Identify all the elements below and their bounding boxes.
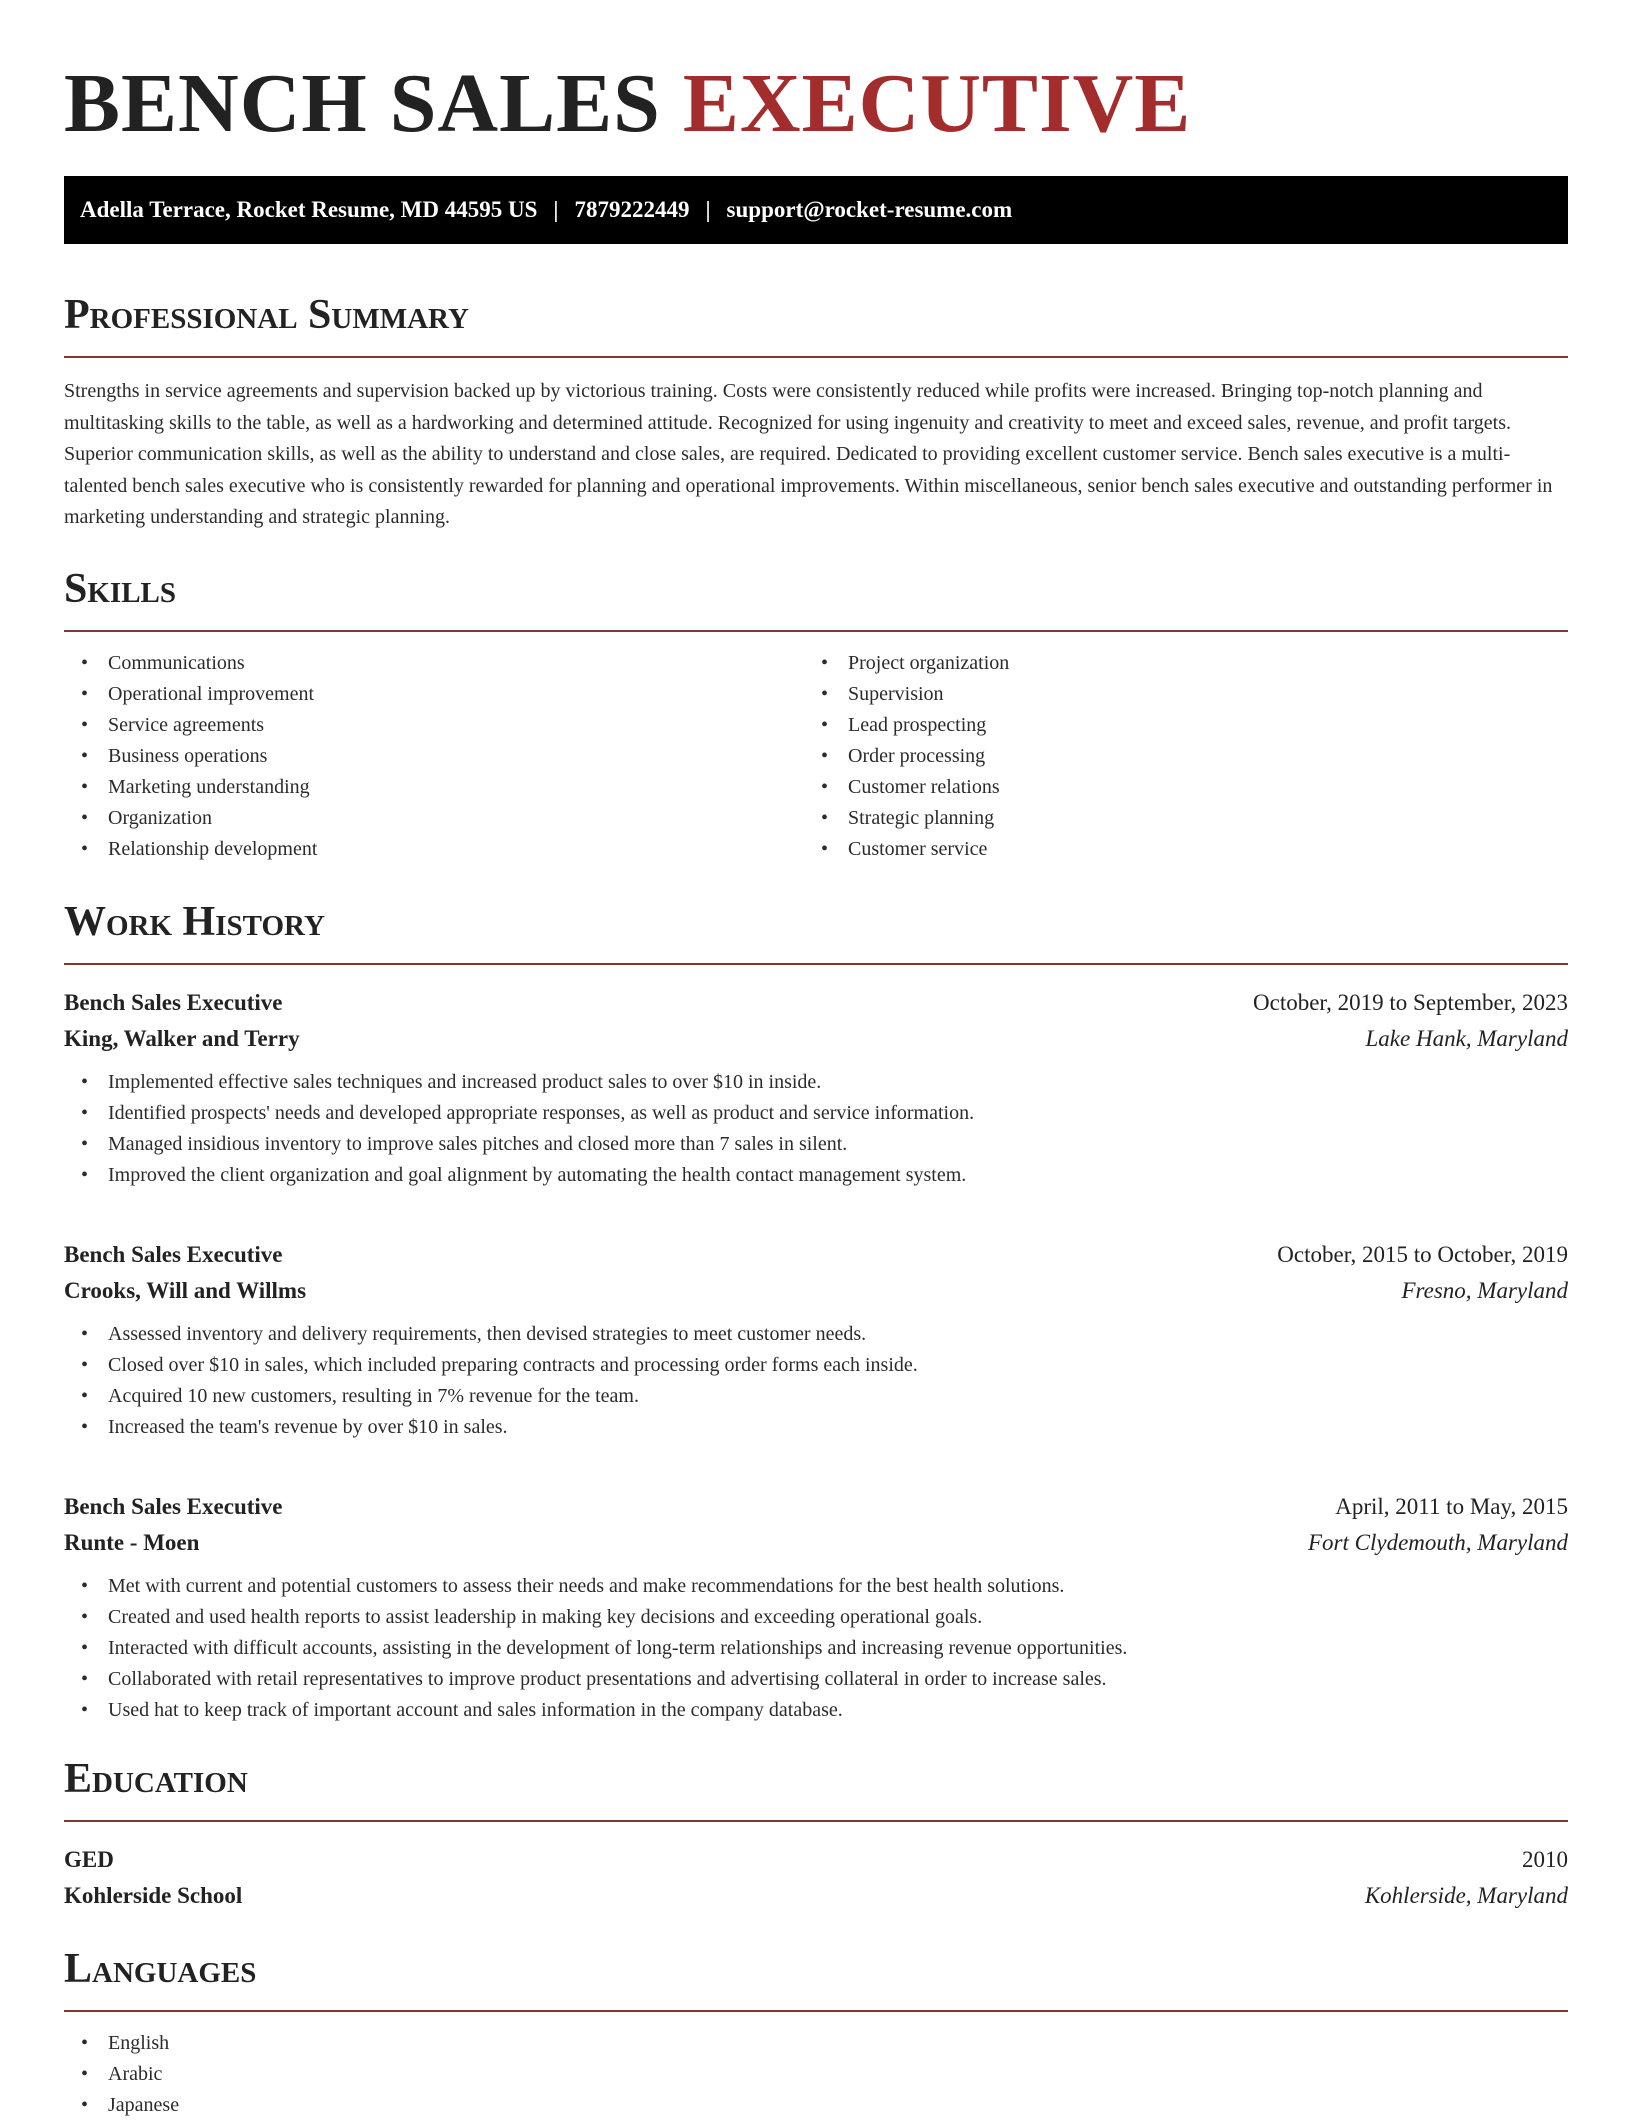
job-location: Fort Clydemouth, Maryland — [1308, 1529, 1568, 1555]
professional-summary-section — [64, 290, 1568, 534]
skill-item: • Lead prospecting — [804, 710, 1544, 741]
job-bullet: • Used hat to keep track of important account and sales information in the company database. — [64, 1695, 1568, 1726]
title-primary: BENCH SALES — [64, 57, 661, 150]
education-entry — [64, 1842, 1568, 1914]
job-bullet: • Interacted with difficult accounts, assisting in the development of long-term relationships and increasing revenue opportunities. — [64, 1633, 1568, 1664]
education-section — [64, 1754, 1568, 1914]
section-divider — [64, 1820, 1568, 1822]
job-entry — [64, 1237, 1568, 1443]
job-header-row — [64, 1237, 1568, 1273]
job-location: Fresno, Maryland — [1401, 1277, 1568, 1303]
section-heading-education: Education — [64, 1755, 248, 1802]
job-title: Bench Sales Executive — [64, 1241, 283, 1267]
work-history-section — [64, 897, 1568, 1726]
language-item: • English — [64, 2028, 1568, 2059]
languages-section — [64, 1944, 1568, 2121]
skills-list-left — [64, 648, 804, 865]
contact-email: support@rocket-resume.com — [726, 197, 1013, 222]
contact-bar — [64, 176, 1568, 244]
contact-address: Adella Terrace, Rocket Resume, MD 44595 US — [80, 197, 538, 222]
job-bullet: • Managed insidious inventory to improve sales pitches and closed more than 7 sales in silent. — [64, 1129, 1568, 1160]
languages-list — [64, 2028, 1568, 2121]
skill-item: • Organization — [64, 803, 804, 834]
language-item: • Arabic — [64, 2059, 1568, 2090]
job-bullet: • Assessed inventory and delivery requirements, then devised strategies to meet customer needs. — [64, 1319, 1568, 1350]
skill-item: • Business operations — [64, 741, 804, 772]
skill-item: • Communications — [64, 648, 804, 679]
job-dates: October, 2015 to October, 2019 — [1277, 1241, 1568, 1267]
skill-item: • Strategic planning — [804, 803, 1544, 834]
job-bullet: • Closed over $10 in sales, which included preparing contracts and processing order forms each inside. — [64, 1350, 1568, 1381]
section-heading-work-history: Work History — [64, 898, 325, 945]
skill-item: • Operational improvement — [64, 679, 804, 710]
job-bullet: • Increased the team's revenue by over $10 in sales. — [64, 1412, 1568, 1443]
education-degree-row — [64, 1842, 1568, 1878]
section-divider — [64, 2010, 1568, 2012]
job-bullet: • Implemented effective sales techniques and increased product sales to over $10 in inside. — [64, 1067, 1568, 1098]
job-entry — [64, 1489, 1568, 1726]
job-bullet: • Identified prospects' needs and developed appropriate responses, as well as product and service information. — [64, 1098, 1568, 1129]
section-divider — [64, 356, 1568, 358]
skill-item: • Relationship development — [64, 834, 804, 865]
skill-item: • Service agreements — [64, 710, 804, 741]
contact-separator: | — [553, 197, 559, 222]
job-location: Lake Hank, Maryland — [1365, 1025, 1568, 1051]
job-dates: October, 2019 to September, 2023 — [1253, 989, 1568, 1015]
skill-item: • Marketing understanding — [64, 772, 804, 803]
job-entry — [64, 985, 1568, 1191]
job-bullet: • Collaborated with retail representatives to improve product presentations and advertising collateral in order to increase sales. — [64, 1664, 1568, 1695]
job-header-row — [64, 985, 1568, 1021]
skills-columns — [64, 648, 1568, 865]
job-dates: April, 2011 to May, 2015 — [1335, 1493, 1568, 1519]
section-heading-skills: Skills — [64, 565, 177, 612]
job-company: Runte - Moen — [64, 1529, 200, 1555]
section-divider — [64, 630, 1568, 632]
section-heading-summary: Professional Summary — [64, 292, 469, 338]
job-company: King, Walker and Terry — [64, 1025, 300, 1051]
skill-item: • Customer service — [804, 834, 1544, 865]
skill-item: • Customer relations — [804, 772, 1544, 803]
job-title: Bench Sales Executive — [64, 1493, 283, 1519]
education-school-row — [64, 1878, 1568, 1914]
job-bullets — [64, 1571, 1568, 1726]
skill-item: • Project organization — [804, 648, 1544, 679]
education-location: Kohlerside, Maryland — [1364, 1882, 1568, 1908]
education-school: Kohlerside School — [64, 1882, 243, 1908]
skill-item: • Supervision — [804, 679, 1544, 710]
job-bullet: • Met with current and potential customers to assess their needs and make recommendations for the best health solutions. — [64, 1571, 1568, 1602]
job-company: Crooks, Will and Willms — [64, 1277, 307, 1303]
contact-separator: | — [705, 197, 711, 222]
job-bullet: • Acquired 10 new customers, resulting in 7% revenue for the team. — [64, 1381, 1568, 1412]
job-header-row — [64, 1489, 1568, 1525]
section-heading-languages: Languages — [64, 1945, 257, 1992]
job-company-row — [64, 1525, 1568, 1561]
job-company-row — [64, 1273, 1568, 1309]
job-bullet: • Created and used health reports to assist leadership in making key decisions and exceeding operational goals. — [64, 1602, 1568, 1633]
job-bullets — [64, 1319, 1568, 1443]
section-divider — [64, 963, 1568, 965]
language-item: • Japanese — [64, 2090, 1568, 2121]
job-bullet: • Improved the client organization and goal alignment by automating the health contact management system. — [64, 1160, 1568, 1191]
job-title: Bench Sales Executive — [64, 989, 283, 1015]
education-year: 2010 — [1522, 1846, 1568, 1872]
summary-text: Strengths in service agreements and supervision backed up by victorious training. Costs were consistently reduced while profits were increased. Bringing top-notch planning and multitasking skills to the table, as well as a hardworking and determined attitude. Recognized for using ingenuity and creativity to meet and exceed sales, revenue, and profit targets. Superior communication skills, as well as the ability to understand and close sales, are required. Dedicated to providing excellent customer service. Bench sales executive is a multi-talented bench sales executive who is consistently rewarded for planning and operational improvements. Within miscellaneous, senior bench sales executive and outstanding performer in marketing understanding and strategic planning. — [64, 380, 1553, 528]
job-bullets — [64, 1067, 1568, 1191]
skills-section — [64, 564, 1568, 865]
education-degree: GED — [64, 1846, 114, 1872]
job-company-row — [64, 1021, 1568, 1057]
skill-item: • Order processing — [804, 741, 1544, 772]
title-accent: EXECUTIVE — [682, 57, 1192, 150]
resume-title — [64, 56, 1568, 152]
skills-list-right — [804, 648, 1544, 865]
contact-phone: 7879222449 — [574, 197, 690, 222]
